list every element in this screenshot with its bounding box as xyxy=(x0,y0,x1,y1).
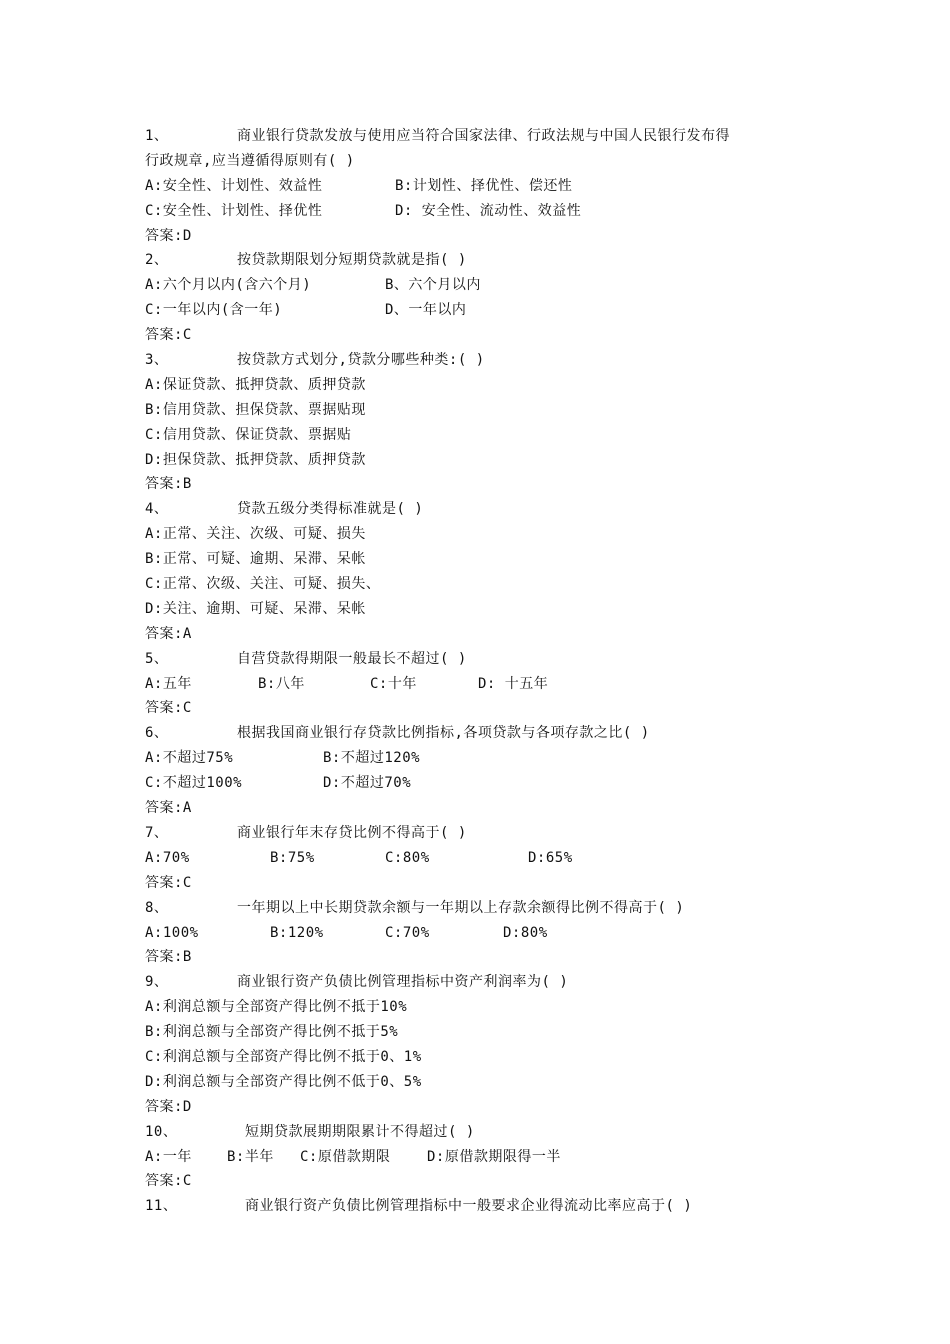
question-number: 5、 xyxy=(145,650,169,667)
option-row xyxy=(145,572,825,597)
answer-option: A:安全性、计划性、效益性 xyxy=(145,177,323,194)
answer-key: 答案:C xyxy=(145,700,192,717)
answer-option: A:一年 xyxy=(145,1148,192,1165)
answer-option: A:利润总额与全部资产得比例不抵于10% xyxy=(145,999,408,1016)
option-row xyxy=(145,373,825,398)
option-row xyxy=(145,398,825,423)
option-row xyxy=(145,273,825,298)
answer-option: D:担保贷款、抵押贷款、质押贷款 xyxy=(145,451,366,468)
question-text: 自营贷款得期限一般最长不超过( ) xyxy=(237,650,467,667)
question-stem xyxy=(145,896,825,921)
option-row xyxy=(145,771,825,796)
answer-option: C:70% xyxy=(385,924,430,941)
question-text: 一年期以上中长期贷款余额与一年期以上存款余额得比例不得高于( ) xyxy=(237,899,685,916)
answer-option: C:80% xyxy=(385,849,430,866)
answer-option: C:安全性、计划性、择优性 xyxy=(145,202,323,219)
answer-key: 答案:C xyxy=(145,1173,192,1190)
question-text: 商业银行资产负债比例管理指标中一般要求企业得流动比率应高于( ) xyxy=(245,1198,693,1215)
question-text: 商业银行资产负债比例管理指标中资产利润率为( ) xyxy=(237,974,569,991)
answer-option: C:十年 xyxy=(370,675,417,692)
answer-option: D:关注、逾期、可疑、呆滞、呆帐 xyxy=(145,600,366,617)
answer-option: C:不超过100% xyxy=(145,775,243,792)
answer-key: 答案:D xyxy=(145,1098,192,1115)
question-text: 按贷款方式划分,贷款分哪些种类:( ) xyxy=(237,352,485,369)
answer-option: C:利润总额与全部资产得比例不抵于0、1% xyxy=(145,1048,422,1065)
option-row xyxy=(145,746,825,771)
question-stem xyxy=(145,248,825,273)
answer-option: B:利润总额与全部资产得比例不抵于5% xyxy=(145,1024,399,1041)
question-number: 2、 xyxy=(145,252,169,269)
answer-option: D:原借款期限得一半 xyxy=(427,1148,561,1165)
answer-key: 答案:A xyxy=(145,800,192,817)
answer-option: D:利润总额与全部资产得比例不低于0、5% xyxy=(145,1073,422,1090)
option-row xyxy=(145,1145,825,1170)
answer-option: D:不超过70% xyxy=(323,775,412,792)
answer-key: 答案:C xyxy=(145,327,192,344)
answer-option: A:70% xyxy=(145,849,190,866)
option-row xyxy=(145,448,825,473)
question-text: 根据我国商业银行存贷款比例指标,各项贷款与各项存款之比( ) xyxy=(237,725,650,742)
answer-option: C:正常、次级、关注、可疑、损失、 xyxy=(145,576,381,593)
answer-option: A:五年 xyxy=(145,675,192,692)
answer-option: D: 安全性、流动性、效益性 xyxy=(395,202,582,219)
question-stem xyxy=(145,1120,825,1145)
question-stem xyxy=(145,821,825,846)
answer-option: C:一年以内(含一年) xyxy=(145,302,283,319)
question-stem xyxy=(145,124,825,149)
option-row xyxy=(145,522,825,547)
question-stem xyxy=(145,497,825,522)
option-row xyxy=(145,298,825,323)
answer-option: B:不超过120% xyxy=(323,750,421,767)
answer-option: B:信用贷款、担保贷款、票据贴现 xyxy=(145,401,366,418)
option-row xyxy=(145,1045,825,1070)
answer-key: 答案:B xyxy=(145,476,192,493)
answer-option: A:100% xyxy=(145,924,199,941)
answer-option: C:信用贷款、保证贷款、票据贴 xyxy=(145,426,352,443)
question-number: 11、 xyxy=(145,1198,178,1215)
question-number: 1、 xyxy=(145,128,169,144)
option-row xyxy=(145,1070,825,1095)
answer-option: B:八年 xyxy=(258,675,305,692)
question-number: 10、 xyxy=(145,1123,178,1140)
option-row xyxy=(145,672,825,697)
question-number: 7、 xyxy=(145,824,169,841)
answer-key: 答案:A xyxy=(145,625,192,642)
option-row xyxy=(145,995,825,1020)
question-stem xyxy=(145,721,825,746)
answer-key: 答案:C xyxy=(145,874,192,891)
question-text: 贷款五级分类得标准就是( ) xyxy=(237,501,424,518)
question-number: 3、 xyxy=(145,352,169,369)
question-text: 短期贷款展期期限累计不得超过( ) xyxy=(245,1123,475,1140)
option-row xyxy=(145,174,825,199)
answer-option: B:75% xyxy=(270,849,315,866)
answer-key: 答案:D xyxy=(145,227,192,244)
question-number: 6、 xyxy=(145,725,169,742)
question-number: 8、 xyxy=(145,899,169,916)
question-stem xyxy=(145,348,825,373)
answer-option: A:正常、关注、次级、可疑、损失 xyxy=(145,526,366,543)
answer-option: D、一年以内 xyxy=(385,302,467,319)
answer-option: B:120% xyxy=(270,924,324,941)
option-row xyxy=(145,423,825,448)
answer-option: B:计划性、择优性、偿还性 xyxy=(395,177,573,194)
question-number: 4、 xyxy=(145,501,169,518)
answer-option: A:保证贷款、抵押贷款、质押贷款 xyxy=(145,376,366,393)
question-stem xyxy=(145,1194,825,1219)
answer-option: B:半年 xyxy=(227,1148,274,1165)
question-text-continued: 行政规章,应当遵循得原则有( ) xyxy=(145,152,355,169)
option-row xyxy=(145,597,825,622)
option-row xyxy=(145,921,825,946)
question-text: 商业银行年末存贷比例不得高于( ) xyxy=(237,824,467,841)
option-row xyxy=(145,199,825,224)
option-row xyxy=(145,1020,825,1045)
answer-option: D:80% xyxy=(503,924,548,941)
answer-option: C:原借款期限 xyxy=(300,1148,391,1165)
question-text: 商业银行贷款发放与使用应当符合国家法律、行政法规与中国人民银行发布得 xyxy=(237,128,730,144)
question-text: 按贷款期限划分短期贷款就是指( ) xyxy=(237,252,467,269)
answer-key: 答案:B xyxy=(145,949,192,966)
answer-option: A:不超过75% xyxy=(145,750,234,767)
answer-option: A:六个月以内(含六个月) xyxy=(145,277,312,294)
answer-option: D: 十五年 xyxy=(478,675,549,692)
answer-option: B、六个月以内 xyxy=(385,277,481,294)
question-stem xyxy=(145,647,825,672)
option-row xyxy=(145,547,825,572)
answer-option: B:正常、可疑、逾期、呆滞、呆帐 xyxy=(145,551,366,568)
question-stem xyxy=(145,970,825,995)
option-row xyxy=(145,846,825,871)
answer-option: D:65% xyxy=(528,849,573,866)
question-number: 9、 xyxy=(145,974,169,991)
question-list xyxy=(145,124,825,1219)
